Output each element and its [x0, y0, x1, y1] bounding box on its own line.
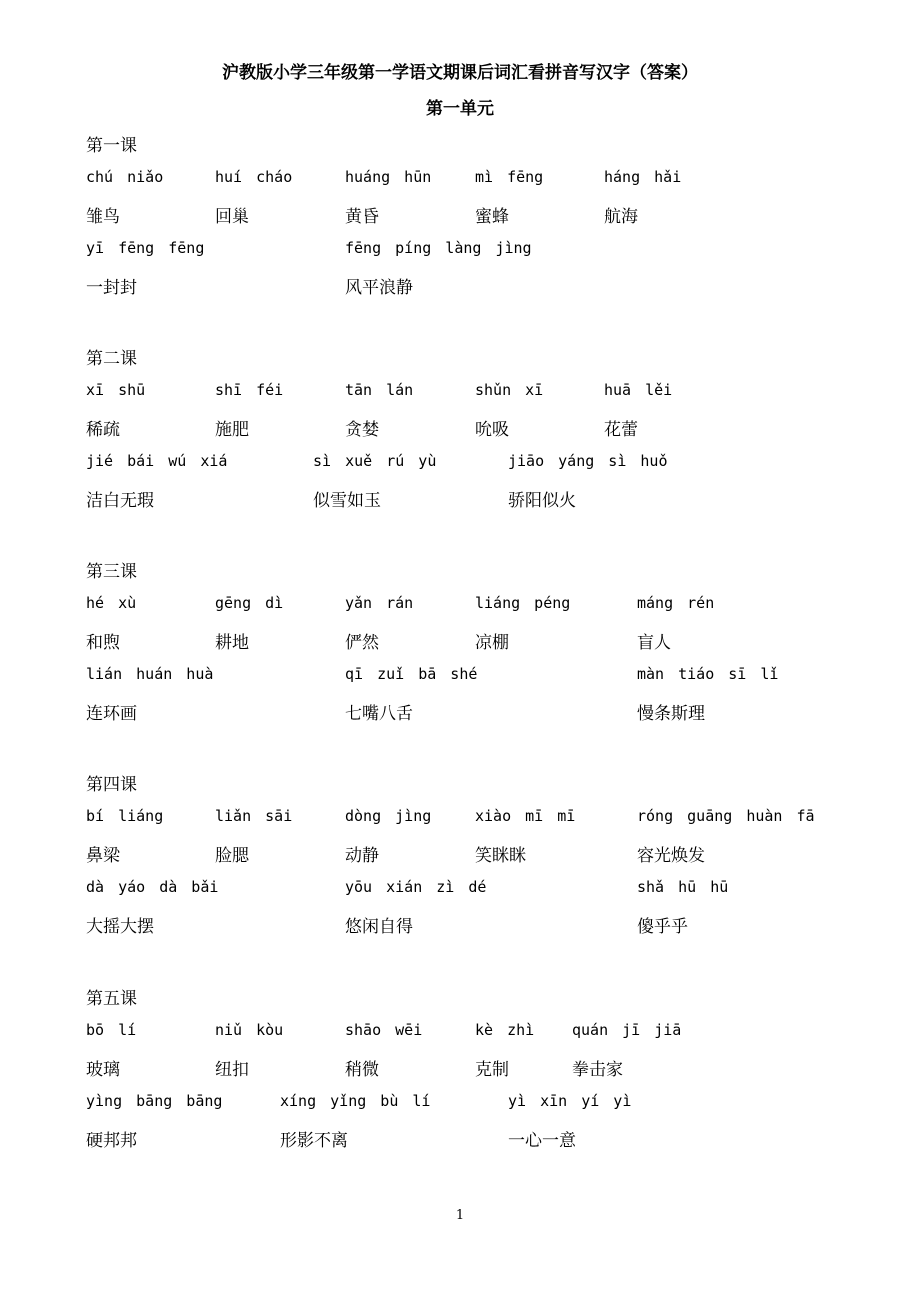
lesson-2-heading: 第二课	[86, 349, 137, 369]
hanzi-word: 拳击家	[572, 1060, 623, 1080]
hanzi-word: 贪婪	[345, 420, 379, 440]
hanzi-word: 大摇大摆	[86, 917, 154, 937]
lesson-1-heading: 第一课	[86, 136, 137, 156]
pinyin: gēng dì	[215, 594, 284, 612]
pinyin: liǎn sāi	[215, 807, 293, 825]
hanzi-word: 一心一意	[508, 1131, 576, 1151]
hanzi-word: 纽扣	[215, 1060, 249, 1080]
pinyin: yōu xián zì dé	[345, 878, 487, 896]
hanzi-word: 俨然	[345, 633, 379, 653]
pinyin: kè zhì	[475, 1021, 535, 1039]
hanzi-word: 黄昏	[345, 207, 379, 227]
hanzi-word: 吮吸	[475, 420, 509, 440]
hanzi-word: 悠闲自得	[345, 917, 413, 937]
hanzi-word: 一封封	[86, 278, 137, 298]
pinyin: hé xù	[86, 594, 137, 612]
hanzi-word: 回巢	[215, 207, 249, 227]
hanzi-word: 鼻梁	[86, 846, 120, 866]
pinyin: chú niǎo	[86, 168, 164, 186]
hanzi-word: 洁白无瑕	[86, 491, 154, 511]
hanzi-word: 花蕾	[604, 420, 638, 440]
pinyin: liáng péng	[475, 594, 571, 612]
pinyin: yī fēng fēng	[86, 239, 205, 257]
hanzi-word: 和煦	[86, 633, 120, 653]
hanzi-word: 稀疏	[86, 420, 120, 440]
hanzi-word: 硬邦邦	[86, 1131, 137, 1151]
pinyin: jiāo yáng sì huǒ	[508, 452, 668, 470]
hanzi-word: 克制	[475, 1060, 509, 1080]
lesson-5-heading: 第五课	[86, 989, 137, 1009]
document-title: 沪教版小学三年级第一学语文期课后词汇看拼音写汉字（答案）	[222, 63, 698, 83]
hanzi-word: 容光焕发	[637, 846, 705, 866]
hanzi-word: 连环画	[86, 704, 137, 724]
pinyin: yì xīn yí yì	[508, 1092, 632, 1110]
pinyin: máng rén	[637, 594, 715, 612]
pinyin: fēng píng làng jìng	[345, 239, 532, 257]
hanzi-word: 航海	[604, 207, 638, 227]
pinyin: qī zuǐ bā shé	[345, 665, 478, 683]
hanzi-word: 似雪如玉	[313, 491, 381, 511]
hanzi-word: 稍微	[345, 1060, 379, 1080]
hanzi-word: 玻璃	[86, 1060, 120, 1080]
hanzi-word: 动静	[345, 846, 379, 866]
pinyin: xī shū	[86, 381, 146, 399]
pinyin: shāo wēi	[345, 1021, 423, 1039]
pinyin: quán jī jiā	[572, 1021, 682, 1039]
pinyin: háng hǎi	[604, 168, 682, 186]
pinyin: tān lán	[345, 381, 414, 399]
hanzi-word: 雏鸟	[86, 207, 120, 227]
hanzi-word: 风平浪静	[345, 278, 413, 298]
pinyin: bō lí	[86, 1021, 137, 1039]
hanzi-word: 施肥	[215, 420, 249, 440]
hanzi-word: 笑眯眯	[475, 846, 526, 866]
hanzi-word: 耕地	[215, 633, 249, 653]
pinyin: dà yáo dà bǎi	[86, 878, 219, 896]
pinyin: shǎ hū hū	[637, 878, 729, 896]
hanzi-word: 蜜蜂	[475, 207, 509, 227]
pinyin: sì xuě rú yù	[313, 452, 437, 470]
hanzi-word: 凉棚	[475, 633, 509, 653]
unit-title: 第一单元	[426, 99, 494, 119]
pinyin: shī féi	[215, 381, 284, 399]
pinyin: huáng hūn	[345, 168, 432, 186]
pinyin: yǎn rán	[345, 594, 414, 612]
hanzi-word: 慢条斯理	[637, 704, 705, 724]
lesson-4-heading: 第四课	[86, 775, 137, 795]
lesson-3-heading: 第三课	[86, 562, 137, 582]
hanzi-word: 七嘴八舌	[345, 704, 413, 724]
pinyin: huí cháo	[215, 168, 293, 186]
pinyin: xiào mī mī	[475, 807, 576, 825]
hanzi-word: 形影不离	[280, 1131, 348, 1151]
pinyin: bí liáng	[86, 807, 164, 825]
page-number: 1	[455, 1208, 465, 1223]
pinyin: niǔ kòu	[215, 1021, 284, 1039]
hanzi-word: 傻乎乎	[637, 917, 688, 937]
pinyin: yìng bāng bāng	[86, 1092, 223, 1110]
pinyin: dòng jìng	[345, 807, 432, 825]
pinyin: jié bái wú xiá	[86, 452, 228, 470]
hanzi-word: 脸腮	[215, 846, 249, 866]
hanzi-word: 盲人	[637, 633, 671, 653]
pinyin: shǔn xī	[475, 381, 544, 399]
hanzi-word: 骄阳似火	[508, 491, 576, 511]
pinyin: róng guāng huàn fā	[637, 807, 815, 825]
pinyin: xíng yǐng bù lí	[280, 1092, 431, 1110]
pinyin: huā lěi	[604, 381, 673, 399]
pinyin: mì fēng	[475, 168, 544, 186]
pinyin: lián huán huà	[86, 665, 214, 683]
pinyin: màn tiáo sī lǐ	[637, 665, 779, 683]
